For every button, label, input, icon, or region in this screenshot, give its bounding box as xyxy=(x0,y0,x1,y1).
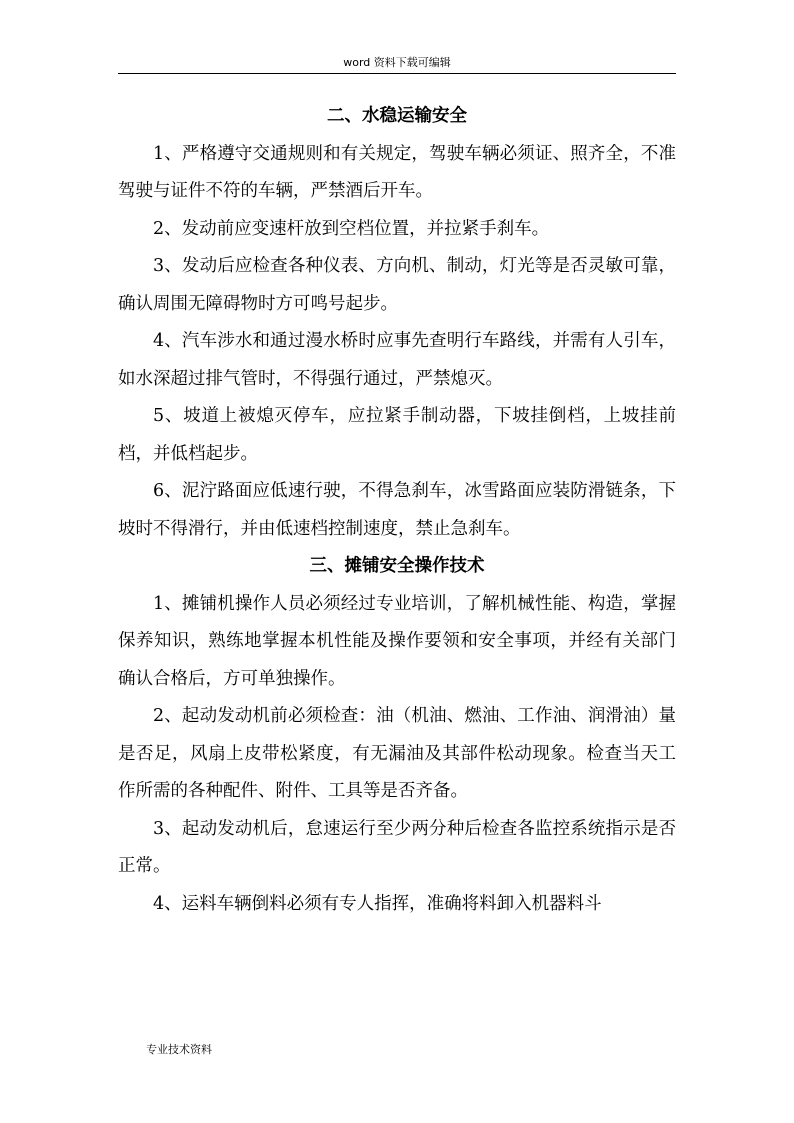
paragraph: 1、严格遵守交通规则和有关规定，驾驶车辆必须证、照齐全，不准驾驶与证件不符的车辆，严禁酒后开车。 xyxy=(118,143,676,201)
paragraph: 2、起动发动机前必须检查：油（机油、燃油、工作油、润滑油）量是否足，风扇上皮带松紧度，有无漏油及其部件松动现象。检查当天工作所需的各种配件、附件、工具等是否齐备。 xyxy=(118,706,676,801)
page-footer: 专业技术资料 xyxy=(146,1043,212,1056)
page-header: word 资料下载可编辑 xyxy=(343,56,451,69)
paragraph: 4、运料车辆倒料必须有专人指挥，准确将料卸入机器料斗 xyxy=(153,893,602,914)
section-title: 二、水稳运输安全 xyxy=(327,106,467,126)
paragraph: 3、起动发动机后，怠速运行至少两分种后检查各监控系统指示是否正常。 xyxy=(118,818,676,876)
paragraph: 3、发动后应检查各种仪表、方向机、制动，灯光等是否灵敏可靠，确认周围无障碍物时方可鸣号起步。 xyxy=(118,256,676,314)
paragraph: 4、汽车涉水和通过漫水桥时应事先查明行车路线，并需有人引车，如水深超过排气管时，不得强行通过，严禁熄灭。 xyxy=(118,331,676,389)
paragraph: 6、泥泞路面应低速行驶，不得急刹车，冰雪路面应装防滑链条，下坡时不得滑行，并由低速档控制速度，禁止急刹车。 xyxy=(118,481,676,539)
header-rule xyxy=(118,73,676,74)
paragraph: 1、摊铺机操作人员必须经过专业培训，了解机械性能、构造，掌握保养知识，熟练地掌握本机性能及操作要领和安全事项，并经有关部门确认合格后，方可单独操作。 xyxy=(118,593,676,689)
section-title: 三、摊铺安全操作技术 xyxy=(309,556,485,576)
paragraph: 5、坡道上被熄灭停车，应拉紧手制动器，下坡挂倒档，上坡挂前档，并低档起步。 xyxy=(118,406,676,464)
document-body xyxy=(118,98,676,923)
paragraph: 2、发动前应变速杆放到空档位置，并拉紧手刹车。 xyxy=(153,218,550,239)
